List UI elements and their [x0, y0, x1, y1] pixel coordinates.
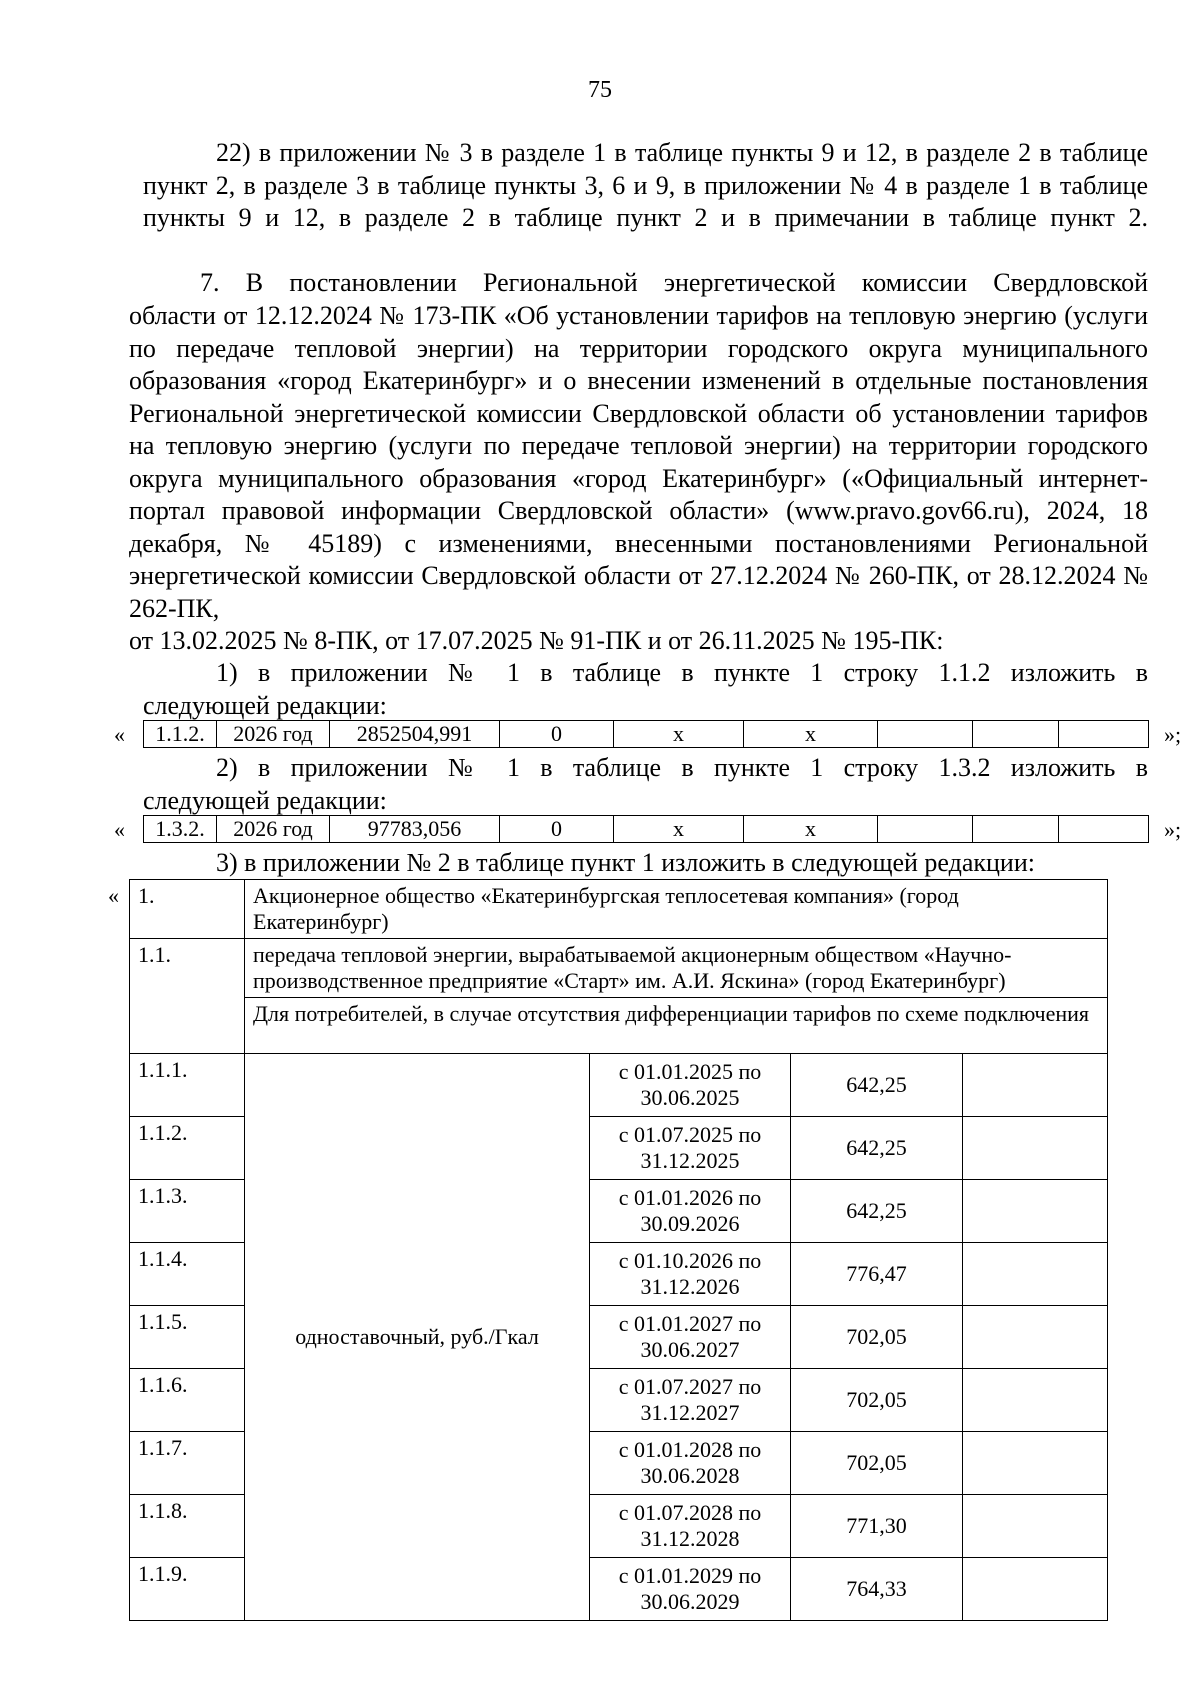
empty-cell — [963, 1117, 1108, 1180]
table-row — [144, 816, 1149, 843]
row-x-2: х — [744, 721, 878, 748]
row-number: 1.1.2. — [130, 1117, 245, 1180]
row-value: 97783,056 — [330, 816, 500, 843]
empty-cell — [963, 1306, 1108, 1369]
tariff-value: 764,33 — [791, 1558, 963, 1621]
period-from: с 01.07.2027 по — [618, 1374, 762, 1399]
tariff-table — [129, 879, 1108, 1621]
period-to: 30.06.2027 — [640, 1337, 740, 1362]
tariff-value: 702,05 — [791, 1306, 963, 1369]
period-from: с 01.01.2029 по — [618, 1563, 762, 1588]
table-row — [144, 721, 1149, 748]
period-to: 30.09.2026 — [640, 1211, 740, 1236]
row-empty-cell — [1059, 721, 1149, 748]
tariff-value: 642,25 — [791, 1117, 963, 1180]
tariff-value: 776,47 — [791, 1243, 963, 1306]
period-to: 31.12.2027 — [640, 1400, 740, 1425]
row-year: 2026 год — [217, 721, 330, 748]
quote-close-2: »; — [1164, 817, 1182, 842]
row-number: 1.1.8. — [130, 1495, 245, 1558]
row-zero: 0 — [500, 721, 614, 748]
period-cell — [590, 1306, 791, 1369]
row-number: 1.1.6. — [130, 1369, 245, 1432]
row-empty-cell — [973, 816, 1059, 843]
paragraph-7-first-line: 7. В постановлении Региональной энергетической комиссии Свердловской — [200, 268, 1148, 297]
empty-cell — [963, 1495, 1108, 1558]
item-3-line: 3) в приложении № 2 в таблице пункт 1 изложить в следующей редакции: — [216, 848, 1035, 877]
period-to: 31.12.2026 — [640, 1274, 740, 1299]
row-year: 2026 год — [217, 816, 330, 843]
item-2-line-2: следующей редакции: — [143, 786, 387, 815]
row-x-1: х — [614, 721, 744, 748]
quote-open-1: « — [114, 722, 125, 747]
item-1-line-2: следующей редакции: — [143, 691, 387, 720]
period-to: 31.12.2025 — [640, 1148, 740, 1173]
empty-cell — [963, 1180, 1108, 1243]
period-cell — [590, 1495, 791, 1558]
period-from: с 01.01.2028 по — [618, 1437, 762, 1462]
row-empty-cell — [878, 816, 973, 843]
tariff-value: 702,05 — [791, 1369, 963, 1432]
table-row — [130, 880, 1108, 939]
item-2-line-1: 2) в приложении № 1 в таблице в пункте 1 строку 1.3.2 изложить в — [216, 753, 1148, 782]
period-from: с 01.01.2025 по — [618, 1059, 762, 1084]
replacement-row-1-table — [143, 720, 1149, 748]
period-from: с 01.01.2027 по — [618, 1311, 762, 1336]
empty-cell — [963, 1432, 1108, 1495]
period-to: 30.06.2025 — [640, 1085, 740, 1110]
row-number: 1.3.2. — [144, 816, 217, 843]
tariff-value: 702,05 — [791, 1432, 963, 1495]
row-number: 1.1.7. — [130, 1432, 245, 1495]
row-x-1: х — [614, 816, 744, 843]
row-empty-cell — [1059, 816, 1149, 843]
tariff-type: одноставочный, руб./Гкал — [245, 1054, 590, 1621]
quote-close-1: »; — [1164, 722, 1182, 747]
service-description: передача тепловой энергии, вырабатываемой акционерным обществом «Научно-производственное предприятие «Старт» им. А.И. Яскина» (город Екатеринбург) — [245, 939, 1108, 998]
row-empty-cell — [878, 721, 973, 748]
row-value: 2852504,991 — [330, 721, 500, 748]
organization-name: Акционерное общество «Екатеринбургская теплосетевая компания» (город Екатеринбург) — [245, 880, 1108, 939]
period-cell — [590, 1432, 791, 1495]
row-number: 1.1.5. — [130, 1306, 245, 1369]
period-from: с 01.01.2026 по — [618, 1185, 762, 1210]
period-cell — [590, 1054, 791, 1117]
replacement-row-2-table — [143, 815, 1149, 843]
period-cell — [590, 1558, 791, 1621]
row-number: 1.1.4. — [130, 1243, 245, 1306]
item-1-line-1: 1) в приложении № 1 в таблице в пункте 1 строку 1.1.2 изложить в — [216, 658, 1148, 687]
row-number: 1.1. — [130, 939, 245, 1054]
paragraph-7-last-line: от 13.02.2025 № 8-ПК, от 17.07.2025 № 91-ПК и от 26.11.2025 № 195-ПК: — [129, 626, 944, 655]
row-number: 1.1.9. — [130, 1558, 245, 1621]
table-row — [130, 939, 1108, 998]
tariff-value: 771,30 — [791, 1495, 963, 1558]
tariff-value: 642,25 — [791, 1180, 963, 1243]
quote-open-2: « — [114, 817, 125, 842]
row-zero: 0 — [500, 816, 614, 843]
period-to: 31.12.2028 — [640, 1526, 740, 1551]
table-row — [130, 998, 1108, 1054]
row-number: 1.1.2. — [144, 721, 217, 748]
row-number: 1. — [130, 880, 245, 939]
period-to: 30.06.2028 — [640, 1463, 740, 1488]
period-from: с 01.07.2028 по — [618, 1500, 762, 1525]
consumer-note: Для потребителей, в случае отсутствия дифференциации тарифов по схеме подключения — [245, 998, 1108, 1054]
row-x-2: х — [744, 816, 878, 843]
paragraph-22: 22) в приложении № 3 в разделе 1 в таблице пункты 9 и 12, в разделе 2 в таблице пункт 2, в разделе 3 в таблице пункты 3, 6 и 9, в приложении № 4 в разделе 1 в таблице пункты 9 и 12, в разделе 2 в таблице пункт 2 и в примечании в таблице пункт 2. — [143, 138, 1148, 232]
period-cell — [590, 1180, 791, 1243]
row-empty-cell — [973, 721, 1059, 748]
empty-cell — [963, 1558, 1108, 1621]
row-number: 1.1.1. — [130, 1054, 245, 1117]
paragraph-7-body: области от 12.12.2024 № 173-ПК «Об установлении тарифов на тепловую энергию (услуги по передаче тепловой энергии) на территории городского округа муниципального образования «город Екатеринбург» и о внесении изменений в отдельные постановления Региональной энергетической комиссии Свердловской области об установлении тарифов на тепловую энергию (услуги по передаче тепловой энергии) на территории городского округа муниципального образования «город Екатеринбург» («Официальный интернет-портал правовой информации Свердловской области» (www.pravo.gov66.ru), 2024, 18 декабря, № 45189) с изменениями, внесенными постановлениями Региональной энергетической комиссии Свердловской области от 27.12.2024 № 260-ПК, от 28.12.2024 № 262-ПК, — [129, 301, 1148, 623]
period-from: с 01.10.2026 по — [618, 1248, 762, 1273]
period-from: с 01.07.2025 по — [618, 1122, 762, 1147]
empty-cell — [963, 1243, 1108, 1306]
empty-cell — [963, 1054, 1108, 1117]
tariff-value: 642,25 — [791, 1054, 963, 1117]
table-row — [130, 1054, 1108, 1117]
period-cell — [590, 1243, 791, 1306]
row-number: 1.1.3. — [130, 1180, 245, 1243]
period-cell — [590, 1369, 791, 1432]
empty-cell — [963, 1369, 1108, 1432]
quote-open-3: « — [108, 883, 119, 908]
period-to: 30.06.2029 — [640, 1589, 740, 1614]
page-number: 75 — [588, 77, 612, 103]
period-cell — [590, 1117, 791, 1180]
